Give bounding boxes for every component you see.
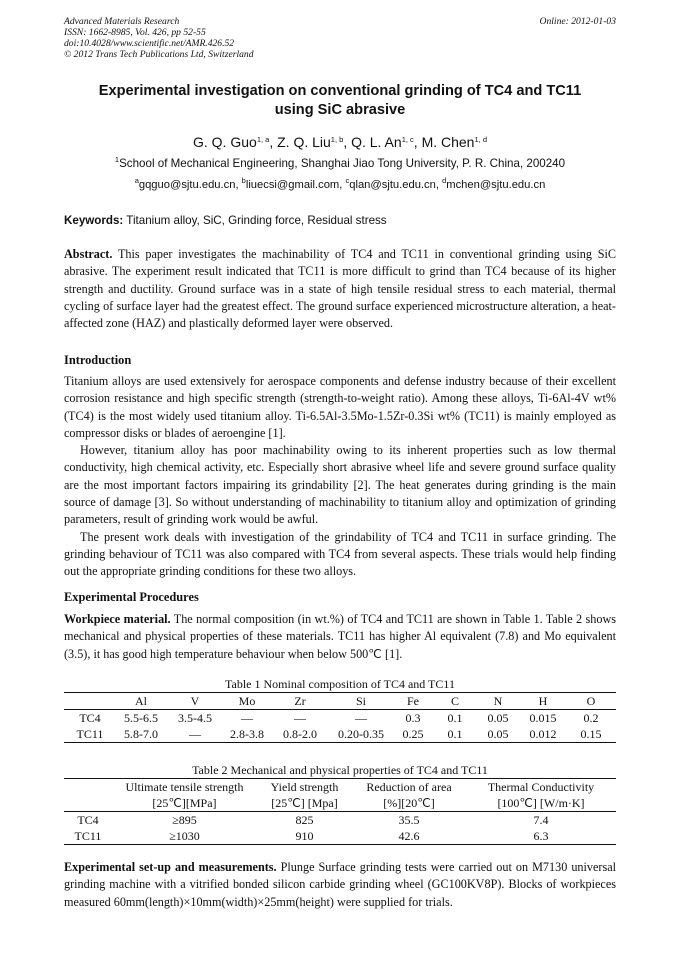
table2 xyxy=(64,778,616,845)
table2-header-cell xyxy=(64,795,112,812)
table-cell: 0.20-0.35 xyxy=(330,726,392,743)
table1-header-cell xyxy=(64,693,116,710)
paper-title xyxy=(64,82,616,120)
setup-label: Experimental set-up and measurements. xyxy=(64,860,277,874)
intro-paragraph-3: The present work deals with investigation of the grindability of TC4 and TC11 in surface grinding. The grinding behaviour of TC11 was also compared with TC4 from several aspects. These trials would help finding out the appropriate grinding conditions for these two alloys. xyxy=(64,529,616,579)
table2-header-cell: Ultimate tensile strength xyxy=(112,779,257,796)
doi-line: doi:10.4028/www.scientific.net/AMR.426.52 xyxy=(64,38,235,49)
table2-header-cell xyxy=(64,779,112,796)
table1-header-cell: Mo xyxy=(224,693,270,710)
email-sup: d xyxy=(442,176,447,185)
email-address: qlan@sjtu.edu.cn xyxy=(349,179,436,191)
author-sup: 1, b xyxy=(330,135,344,144)
online-date: Online: 2012-01-03 xyxy=(539,16,616,27)
table-cell: 0.25 xyxy=(392,726,434,743)
table2-header-cell: [%][20℃] xyxy=(383,796,435,810)
table2-header-row-1 xyxy=(64,779,616,796)
intro-paragraph-1: Titanium alloys are used extensively for aerospace components and defense industry because of their excellent corrosion resistance and high specific strength (strength-to-weight ratio). Among these alloys, Ti-6Al-4V wt% (TC4) is the most widely used titanium alloy. Ti-6.5Al-3.5Mo-1.5Zr-0.3Si wt% (TC11) is mainly employed as compressor disks or blades of aeroengine [1]. xyxy=(64,374,616,440)
table1-header-cell: Zr xyxy=(270,693,330,710)
abstract xyxy=(64,246,616,332)
author-sup: 1, a xyxy=(256,135,270,144)
table1-row-tc4 xyxy=(64,710,616,727)
email-sup: c xyxy=(345,176,350,185)
table-cell: 3.5-4.5 xyxy=(166,710,224,727)
affiliation-sup: 1 xyxy=(114,155,120,164)
author-name: M. Chen xyxy=(421,134,475,150)
table2-header-cell: [100℃] [W/m·K] xyxy=(497,796,585,810)
table-cell: — xyxy=(224,710,270,727)
table-cell: 0.05 xyxy=(476,710,520,727)
workpiece-text: The normal composition (in wt.%) of TC4 and TC11 are shown in Table 1. Table 2 shows mechanical and physical properties of these materials. TC11 has higher Al equivalent (7.8) and Mo equivalent (3.5), it has good high temperature behaviour when below 500℃ [1]. xyxy=(64,612,616,661)
table-cell: 7.4 xyxy=(466,812,616,829)
table-cell: 0.15 xyxy=(566,726,616,743)
table-cell: 42.6 xyxy=(352,828,466,845)
table1-row-tc11 xyxy=(64,726,616,743)
table1-header-cell: O xyxy=(566,693,616,710)
email-sup: b xyxy=(241,176,246,185)
table-cell: ≥895 xyxy=(112,812,257,829)
affiliation-text: School of Mechanical Engineering, Shanghai Jiao Tong University, P. R. China, 200240 xyxy=(119,157,566,170)
table-cell: 6.3 xyxy=(466,828,616,845)
table-cell: 35.5 xyxy=(352,812,466,829)
email-sup: a xyxy=(134,176,139,185)
intro-paragraph-2: However, titanium alloy has poor machinability owing to its inherent properties such as low thermal conductivity, high chemical activity, etc. Especially short abrasive wheel life and severe ground surface quality are the most important factors impairing its grindability [2]. The heat generates during grinding is the main source of damage [3]. So without understanding of machinability to titanium alloy and optimization of grinding parameters, result of grinding work would be awful. xyxy=(64,443,616,527)
table-cell: 0.2 xyxy=(566,710,616,727)
table1 xyxy=(64,692,616,743)
journal-header xyxy=(64,16,616,60)
email-address: mchen@sjtu.edu.cn xyxy=(446,179,546,191)
table-cell: 0.012 xyxy=(520,726,566,743)
email-address: gqguo@sjtu.edu.cn xyxy=(138,179,236,191)
table-cell: 910 xyxy=(257,828,352,845)
journal-name: Advanced Materials Research xyxy=(64,16,180,27)
table1-header-cell: Al xyxy=(116,693,166,710)
table2-header-cell: [25℃] [Mpa] xyxy=(271,796,338,810)
title-line-1: Experimental investigation on conventional grinding of TC4 and TC11 xyxy=(98,83,582,99)
table2-header-cell: Thermal Conductivity xyxy=(466,779,616,796)
author-name: Z. Q. Liu xyxy=(277,134,331,150)
experimental-heading: Experimental Procedures xyxy=(64,590,199,604)
introduction-body xyxy=(64,373,616,581)
author-name: Q. L. An xyxy=(351,134,402,150)
workpiece-paragraph xyxy=(64,611,616,663)
affiliation xyxy=(64,156,616,172)
table2-header-cell: Reduction of area xyxy=(352,779,466,796)
table-cell: 0.1 xyxy=(434,726,476,743)
setup-text: Plunge Surface grinding tests were carried out on M7130 universal grinding machine with a vitrified bonded silicon carbide grinding wheel (GC100KV8P). Blocks of workpieces measured 60mm(length)×10mm(width)×25mm(height) were supplied for trials. xyxy=(64,860,616,909)
author-sup: 1, c xyxy=(401,135,414,144)
keywords xyxy=(64,213,616,229)
table1-header-cell: H xyxy=(520,693,566,710)
table1-header-cell: N xyxy=(476,693,520,710)
keywords-text: Titanium alloy, SiC, Grinding force, Residual stress xyxy=(126,214,387,227)
table2-header-cell: Yield strength xyxy=(257,779,352,796)
table-cell: 0.3 xyxy=(392,710,434,727)
email-address: liuecsi@gmail.com xyxy=(245,179,340,191)
table-cell: TC4 xyxy=(64,710,116,727)
table2-header-cell: [25℃][MPa] xyxy=(152,796,217,810)
setup-paragraph xyxy=(64,859,616,911)
introduction-heading: Introduction xyxy=(64,353,132,367)
table1-header-cell: Fe xyxy=(392,693,434,710)
table-cell: TC11 xyxy=(64,726,116,743)
table-cell: — xyxy=(330,710,392,727)
workpiece-label: Workpiece material. xyxy=(64,612,171,626)
table-cell: 5.8-7.0 xyxy=(116,726,166,743)
abstract-label: Abstract. xyxy=(64,247,113,261)
copyright-line: © 2012 Trans Tech Publications Ltd, Switzerland xyxy=(64,49,254,60)
table2-row-tc11 xyxy=(64,828,616,845)
table-cell: 0.05 xyxy=(476,726,520,743)
table2-header-row-2 xyxy=(64,795,616,812)
table1-header-row xyxy=(64,693,616,710)
author-sup: 1, d xyxy=(474,135,487,144)
keywords-label: Keywords: xyxy=(64,214,124,227)
author-name: G. Q. Guo xyxy=(193,134,257,150)
table2-caption: Table 2 Mechanical and physical properties of TC4 and TC11 xyxy=(192,763,488,777)
table-cell: 0.015 xyxy=(520,710,566,727)
author-list: G. Q. Guo$^{1, a}$, Z. Q. Liu$^{1, b}$, Q. L. An$^{1, c}$, M. Chen$^{1, d}$ xyxy=(193,134,487,150)
table-cell: 825 xyxy=(257,812,352,829)
table-cell: 5.5-6.5 xyxy=(116,710,166,727)
table-cell: ≥1030 xyxy=(112,828,257,845)
table1-caption: Table 1 Nominal composition of TC4 and TC11 xyxy=(225,677,455,691)
issn-line: ISSN: 1662-8985, Vol. 426, pp 52-55 xyxy=(64,27,206,38)
table-cell: 0.1 xyxy=(434,710,476,727)
table1-header-cell: V xyxy=(166,693,224,710)
table-cell: 2.8-3.8 xyxy=(224,726,270,743)
title-line-2: using SiC abrasive xyxy=(274,102,406,118)
table1-header-cell: C xyxy=(434,693,476,710)
table-cell: — xyxy=(270,710,330,727)
table1-header-cell: Si xyxy=(330,693,392,710)
table-cell: — xyxy=(166,726,224,743)
table-cell: 0.8-2.0 xyxy=(270,726,330,743)
table2-row-tc4 xyxy=(64,812,616,829)
email-list: $^a$gqguo@sjtu.edu.cn, $^b$liuecsi@gmail.com, $^c$qlan@sjtu.edu.cn, $^d$mchen@sjtu.edu.cn xyxy=(134,176,546,191)
table-cell: TC11 xyxy=(64,828,112,845)
table-cell: TC4 xyxy=(64,812,112,829)
abstract-text: This paper investigates the machinability of TC4 and TC11 in conventional grinding using SiC abrasive. The experiment result indicated that TC11 is more difficult to grind than TC4 because of its higher strength and ductility. Ground surface was in a state of high tensile residual stress to each material, thermal cycling of surface layer had the greatest effect. The ground surface experienced microstructure alteration, a heat-affected zone (HAZ) and plastically deformed layer were observed. xyxy=(64,247,617,331)
